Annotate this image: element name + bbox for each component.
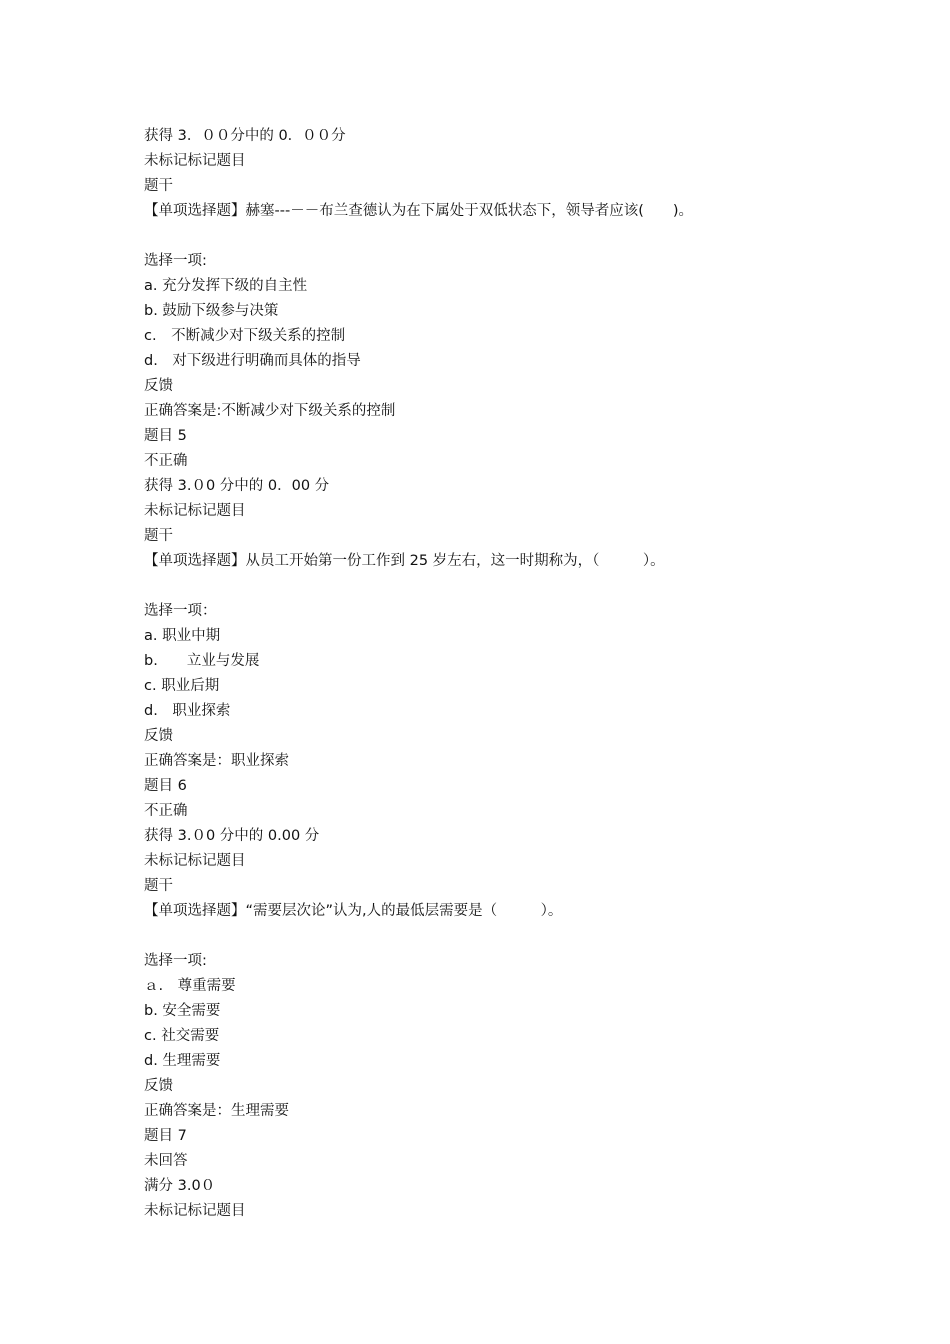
answer-option-b[interactable]: b. 安全需要 <box>144 1003 221 1019</box>
blank-line <box>144 924 844 949</box>
flag-question-link[interactable]: 未标记标记题目 <box>144 503 246 519</box>
answer-option-b[interactable]: b. 立业与发展 <box>144 653 260 669</box>
question-number: 题目 5 <box>144 428 187 444</box>
answer-option-d[interactable]: d. 对下级进行明确而具体的指导 <box>144 353 361 369</box>
question-status: 不正确 <box>144 803 188 819</box>
blank-line <box>144 574 844 599</box>
correct-answer: 正确答案是：职业探索 <box>144 753 289 769</box>
question-text: 【单项选择题】“需要层次论”认为,人的最低层需要是（ ）。 <box>144 903 563 919</box>
question-stem-label: 题干 <box>144 178 173 194</box>
choose-one-label: 选择一项: <box>144 953 207 969</box>
question-number: 题目 6 <box>144 778 187 794</box>
document-page <box>144 124 844 1224</box>
answer-option-b[interactable]: b. 鼓励下级参与决策 <box>144 303 279 319</box>
answer-option-a[interactable]: a. 充分发挥下级的自主性 <box>144 278 308 294</box>
answer-option-c[interactable]: c. 不断减少对下级关系的控制 <box>144 328 346 344</box>
choose-one-label: 选择一项: <box>144 253 207 269</box>
flag-question-link[interactable]: 未标记标记题目 <box>144 153 246 169</box>
flag-question-link[interactable]: 未标记标记题目 <box>144 1203 246 1219</box>
answer-option-d[interactable]: d. 生理需要 <box>144 1053 221 1069</box>
correct-answer: 正确答案是：生理需要 <box>144 1103 289 1119</box>
question-status: 未回答 <box>144 1153 188 1169</box>
flag-question-link[interactable]: 未标记标记题目 <box>144 853 246 869</box>
question-text: 【单项选择题】从员工开始第一份工作到 25 岁左右，这一时期称为，（ ）。 <box>144 553 665 569</box>
score-line: 获得 3．００分中的 0．００分 <box>144 128 346 144</box>
answer-option-a[interactable]: ａ. 尊重需要 <box>144 978 236 994</box>
answer-option-d[interactable]: d. 职业探索 <box>144 703 231 719</box>
question-stem-label: 题干 <box>144 878 173 894</box>
blank-line <box>144 224 844 249</box>
choose-one-label: 选择一项： <box>144 603 217 619</box>
question-status: 不正确 <box>144 453 188 469</box>
feedback-label: 反馈 <box>144 378 173 394</box>
question-text: 【单项选择题】赫塞---－－布兰查德认为在下属处于双低状态下，领导者应该( )。 <box>144 203 694 219</box>
question-stem-label: 题干 <box>144 528 173 544</box>
max-score: 满分 3.0０ <box>144 1178 216 1194</box>
question-number: 题目 7 <box>144 1128 187 1144</box>
answer-option-c[interactable]: c. 社交需要 <box>144 1028 220 1044</box>
score-line: 获得 3.０0 分中的 0.00 分 <box>144 828 320 844</box>
answer-option-c[interactable]: c. 职业后期 <box>144 678 220 694</box>
feedback-label: 反馈 <box>144 1078 173 1094</box>
answer-option-a[interactable]: a. 职业中期 <box>144 628 221 644</box>
score-line: 获得 3.０0 分中的 0．00 分 <box>144 478 330 494</box>
correct-answer: 正确答案是:不断减少对下级关系的控制 <box>144 403 396 419</box>
feedback-label: 反馈 <box>144 728 173 744</box>
